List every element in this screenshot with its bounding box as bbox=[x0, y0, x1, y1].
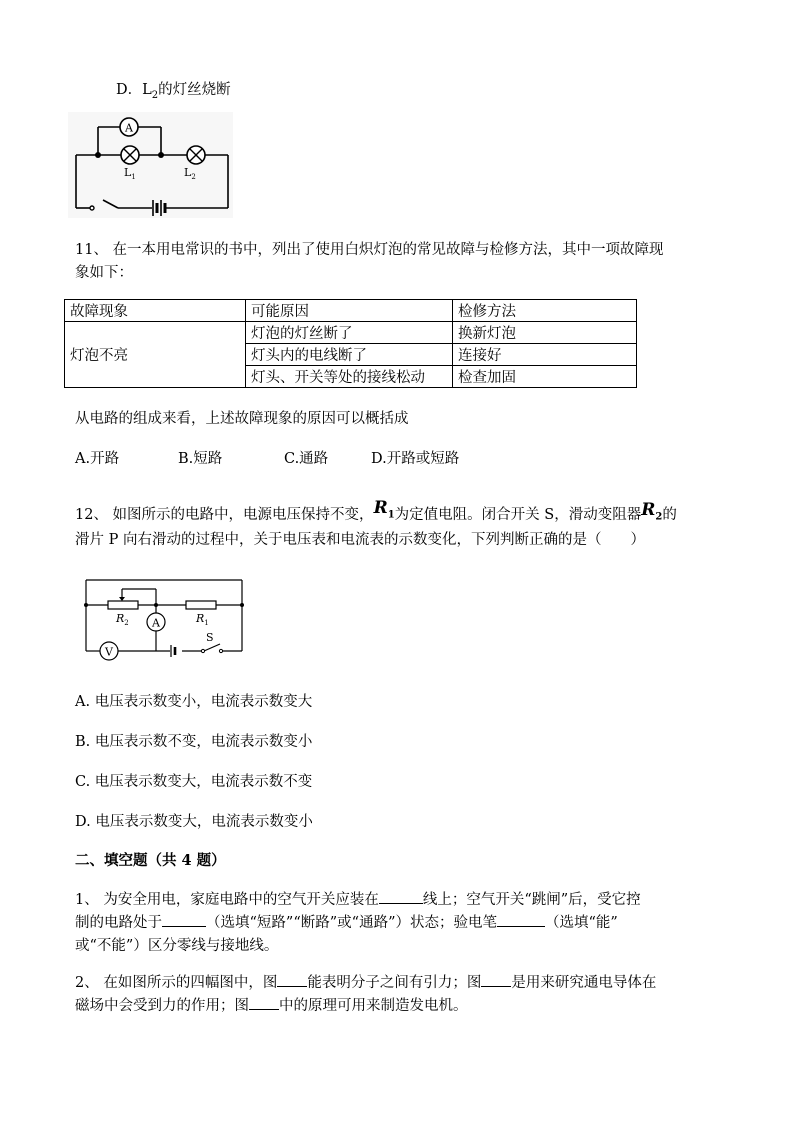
q12-option-a: A. 电压表示数变小，电流表示数变大 bbox=[75, 694, 313, 710]
answer-blank[interactable] bbox=[249, 1008, 279, 1010]
l2-label: $L_2$ bbox=[184, 166, 196, 181]
q12-ammeter-label: A bbox=[152, 616, 160, 630]
q11-question-line2: 象如下： bbox=[75, 265, 133, 281]
r1-symbol: $R_1$ bbox=[373, 498, 395, 521]
answer-blank[interactable] bbox=[481, 985, 511, 987]
table-row bbox=[65, 322, 637, 344]
q11-option-b: B.短路 bbox=[178, 451, 223, 467]
answer-blank[interactable] bbox=[497, 925, 545, 927]
q11-option-d: D.开路或短路 bbox=[371, 451, 460, 467]
q10-circuit-diagram bbox=[68, 112, 233, 218]
fill1-line3: 或“不能”）区分零线与接地线。 bbox=[75, 938, 279, 954]
q12-option-b: B. 电压表示数不变，电流表示数变小 bbox=[75, 734, 313, 750]
q11-option-a: A.开路 bbox=[75, 451, 120, 467]
fill2-line1: 2、 在如图所示的四幅图中，图 能表明分子之间有引力；图 是用来研究通电导体在 bbox=[75, 975, 657, 991]
q12-voltmeter-label: V bbox=[105, 645, 113, 659]
q12-option-d: D. 电压表示数变大，电流表示数变小 bbox=[75, 814, 313, 830]
switch-label: S bbox=[206, 631, 214, 644]
r2-label: $R_2$ bbox=[116, 612, 129, 627]
q11-question-line1: 11、 在一本用电常识的书中，列出了使用白炽灯泡的常见故障与检修方法，其中一项故障现 bbox=[75, 242, 664, 258]
l1-label: $L_1$ bbox=[124, 166, 136, 181]
answer-blank[interactable] bbox=[162, 925, 206, 927]
table-cell: 检查加固 bbox=[453, 366, 637, 388]
fill1-line2: 制的电路处于 （选填“短路”“断路”或“通路”）状态；验电笔 （选填“能” bbox=[75, 915, 618, 931]
table-cell-symptom: 灯泡不亮 bbox=[65, 322, 246, 388]
table-cell: 灯头、开关等处的接线松动 bbox=[246, 366, 453, 388]
answer-blank[interactable] bbox=[277, 985, 307, 987]
q11-option-c: C.通路 bbox=[284, 451, 329, 467]
q12-option-c: C. 电压表示数变大，电流表示数不变 bbox=[75, 774, 313, 790]
r2-symbol: $R_2$ bbox=[641, 500, 663, 523]
q12-question-line1: 12、 如图所示的电路中，电源电压保持不变，$R_1$为定值电阻。闭合开关 S，滑动变阻器$R_2$的 bbox=[75, 498, 677, 523]
table-header: 故障现象 bbox=[65, 300, 246, 322]
fault-table bbox=[64, 299, 637, 388]
lamp-l1 bbox=[121, 146, 139, 164]
table-header-row bbox=[65, 300, 637, 322]
q12-circuit-diagram bbox=[82, 575, 254, 661]
table-header: 可能原因 bbox=[246, 300, 453, 322]
table-cell: 灯头内的电线断了 bbox=[246, 344, 453, 366]
q10-ammeter-label: A bbox=[125, 121, 133, 135]
q10-option-d: D．$L_2$的灯丝烧断 bbox=[116, 82, 231, 101]
lamp-l2 bbox=[187, 146, 205, 164]
fill1-line1: 1、 为安全用电，家庭电路中的空气开关应装在 线上；空气开关“跳闸”后，受它控 bbox=[75, 892, 641, 908]
r1-resistor bbox=[186, 601, 216, 609]
answer-blank[interactable] bbox=[379, 902, 423, 904]
table-header: 检修方法 bbox=[453, 300, 637, 322]
table-cell: 换新灯泡 bbox=[453, 322, 637, 344]
r1-label: $R_1$ bbox=[196, 612, 209, 627]
table-cell: 灯泡的灯丝断了 bbox=[246, 322, 453, 344]
r2-resistor bbox=[108, 601, 138, 609]
section-title: 二、填空题（共 4 题） bbox=[75, 852, 226, 869]
fill2-line2: 磁场中会受到力的作用；图 中的原理可用来制造发电机。 bbox=[75, 998, 468, 1014]
q11-conclusion: 从电路的组成来看，上述故障现象的原因可以概括成 bbox=[75, 411, 409, 427]
q12-question-line2: 滑片 P 向右滑动的过程中，关于电压表和电流表的示数变化，下列判断正确的是（ ） bbox=[75, 532, 645, 548]
table-cell: 连接好 bbox=[453, 344, 637, 366]
